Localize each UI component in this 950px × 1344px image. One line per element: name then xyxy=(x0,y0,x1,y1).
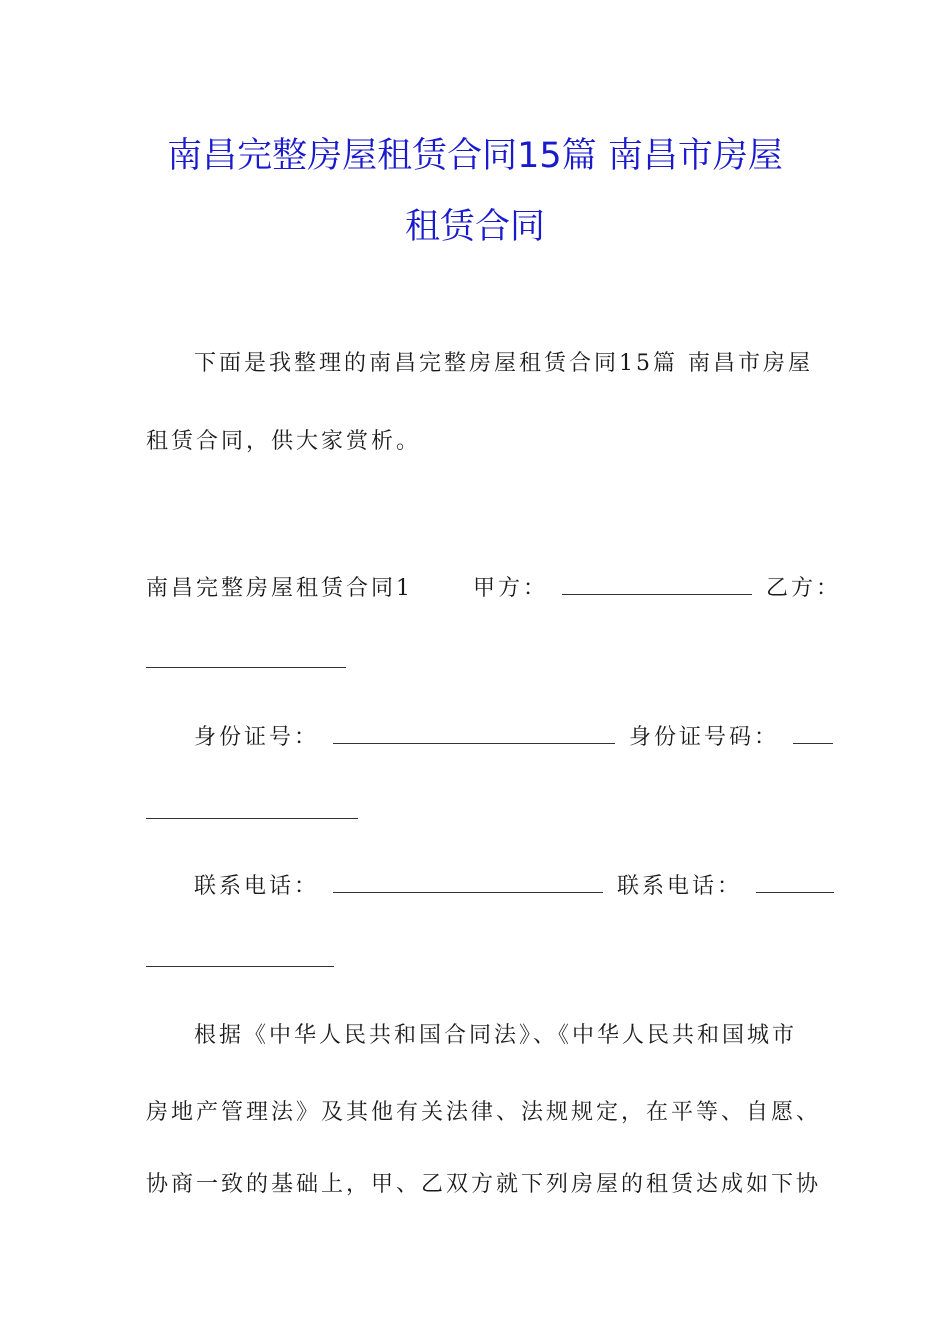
phone-blank-2-continued xyxy=(146,965,334,967)
phone-row xyxy=(194,869,810,900)
id-row xyxy=(194,720,810,751)
party-b-label: 乙方： xyxy=(766,576,842,601)
phone-blank-2 xyxy=(756,874,834,893)
id-code-blank-continued xyxy=(146,817,358,819)
contract-heading: 南昌完整房屋租赁合同1 xyxy=(146,576,413,601)
document-title-line-2: 租赁合同 xyxy=(404,207,545,247)
party-b-blank xyxy=(146,666,346,668)
phone-label-2: 联系电话： xyxy=(617,874,743,899)
body-line-2: 房地产管理法》及其他有关法律、法规规定，在平等、自愿、 xyxy=(146,1100,822,1125)
id-code-blank xyxy=(793,725,833,744)
document-title-line-1: 南昌完整房屋租赁合同15篇 南昌市房屋 xyxy=(167,136,783,176)
id-code-label: 身份证号码： xyxy=(629,725,780,750)
intro-line-1: 下面是我整理的南昌完整房屋租赁合同15篇 南昌市房屋 xyxy=(194,351,813,376)
phone-blank xyxy=(333,874,603,893)
intro-line-2: 租赁合同，供大家赏析。 xyxy=(146,429,422,454)
body-line-3: 协商一致的基础上，甲、乙双方就下列房屋的租赁达成如下协 xyxy=(146,1172,822,1197)
body-line-1: 根据《中华人民共和国合同法》、《中华人民共和国城市 xyxy=(194,1023,798,1048)
id-label: 身份证号： xyxy=(194,725,320,750)
party-a-label: 甲方： xyxy=(473,576,549,601)
party-row xyxy=(146,571,842,602)
phone-label: 联系电话： xyxy=(194,874,320,899)
party-a-blank xyxy=(562,576,752,595)
id-blank xyxy=(333,725,615,744)
